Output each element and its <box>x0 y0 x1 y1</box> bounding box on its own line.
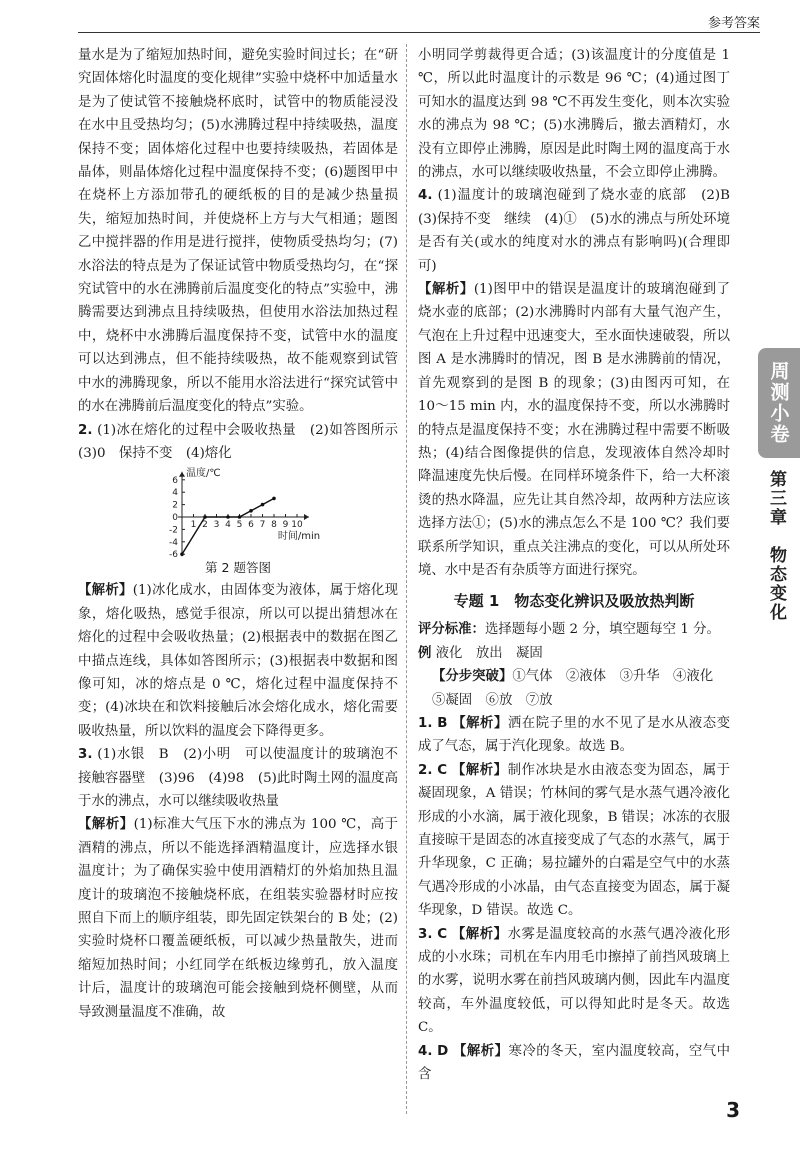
analysis-tag: 【解析】 <box>418 282 474 298</box>
question-number: 1. <box>418 715 433 731</box>
header-rule <box>78 32 760 33</box>
answer-choice: B <box>437 715 448 731</box>
x-tick-label: 2 <box>202 520 208 531</box>
y-tick-label: -6 <box>169 550 178 558</box>
answer-choice: D <box>437 1043 449 1059</box>
data-point <box>226 516 230 520</box>
chapter-label <box>764 470 794 627</box>
topic-title: 专题 1 物态变化辨识及吸放热判断 <box>453 592 695 611</box>
continued-paragraph: 量水是为了缩短加热时间，避免实验时间过长；在“研究固体熔化时温度的变化规律”实验中烧杯中加适量水是为了使试管不接触烧杯底时，试管中的物质能浸没在水中且受热均匀；(5)水沸腾过程中持续吸热，温度保持不变；固体熔化过程中也要持续吸热，若固体是晶体，则晶体熔化过程中温度保持不变；(6)题图甲中在烧杯上方添加带孔的硬纸板的目的是减少热量损失，缩短加热时间，并使烧杯上方与大气相通；题图乙中搅拌器的作用是进行搅拌，使物质受热均匀；(7)水浴法的特点是为了保证试管中物质受热均匀，在“探究试管中的水在沸腾前后温度变化的特点”实验中，沸腾需要达到沸点且持续吸热，但使用水浴法加热过程中，烧杯中水沸腾后温度保持不变，试管中水的温度可以达到沸点，但不能持续吸热，故不能观察到试管中水的沸腾现象，所以不能用水浴法进行“探究试管中的水在沸腾前后温度变化的特点”实验。 <box>78 48 398 415</box>
data-point <box>180 553 184 557</box>
x-tick-label: 8 <box>271 520 277 531</box>
column-separator <box>406 44 407 1114</box>
example-label: 例 <box>418 645 432 661</box>
data-point <box>249 509 253 513</box>
x-tick-label: 5 <box>236 520 243 531</box>
answer-choice: C <box>437 926 448 942</box>
x-tick-label: 1 <box>190 520 197 531</box>
analysis-text: 洒在院子里的水不见了是水从液态变成了气态，属于汽化现象。故选 B。 <box>418 715 731 755</box>
page-header <box>0 0 800 30</box>
continued-paragraph: 小明同学剪裁得更合适；(3)该温度计的分度值是 1 ℃，所以此时温度计的示数是 96 ℃；(4)通过图丁可知水的温度达到 98 ℃不再发生变化，则本次实验水的沸点为 98 ℃；(5)水沸腾后，撤去酒精灯，水没有立即停止沸腾，原因是此时陶土网的温度高于水的沸点，水可以继续吸收热量，不会立即停止沸腾。 <box>418 48 730 181</box>
question-number: 2. <box>78 422 93 438</box>
answer-text: (1)冰在熔化的过程中会吸收热量 (2)如答图所示 (3)0 保持不变 (4)熔化 <box>78 422 412 461</box>
topic-question-3 <box>418 923 730 1040</box>
x-tick-label: 3 <box>213 520 220 531</box>
scoring-text: 选择题每小题 2 分，填空题每空 1 分。 <box>484 622 720 638</box>
analysis-text: (1)标准大气压下水的沸点为 100 ℃，高于酒精的沸点，所以不能选择酒精温度计，应选择水银温度计；为了确保实验中使用酒精灯的外焰加热且温度计的玻璃泡不接触烧杯底，在组装实验器材时应按照自下而上的顺序组装，即先固定铁架台的 B 处；(2)实验时烧杯口覆盖硬纸板，可以减少热量散失，进而缩短加热时间；小红同学在纸板边缘剪孔，放入温度计后，温度计的玻璃泡可能会接触到烧杯侧壁，从而导致测量温度不准确，故 <box>78 817 398 1020</box>
analysis-tag: 【解析】 <box>78 817 134 833</box>
topic-question-1 <box>418 712 730 759</box>
question-number: 2. <box>418 762 433 778</box>
analysis-text: 水雾是温度较高的水蒸气遇冷液化形成的小水珠；司机在车内用毛巾擦掉了前挡风玻璃上的水雾，说明水雾在前挡风玻璃内侧，因此车内温度较高，车外温度较低，可以得知此时是冬天。故选 C。 <box>418 926 731 1036</box>
y-tick-label: 2 <box>172 500 178 511</box>
answer-choice: C <box>437 762 448 778</box>
y-axis-label: 温度/℃ <box>186 468 221 480</box>
data-point <box>238 516 242 520</box>
y-tick-label: -4 <box>169 538 178 549</box>
figure-caption: 第 2 题答图 <box>205 560 271 576</box>
question-number: 3. <box>418 926 433 942</box>
question-4-analysis <box>418 278 730 582</box>
x-tick-label: 10 <box>291 520 303 531</box>
header-label: 参考答案 <box>707 16 760 31</box>
answer-figure <box>78 465 398 557</box>
analysis-tag: 【解析】 <box>453 1043 509 1059</box>
y-tick-label: 4 <box>172 488 178 499</box>
x-axis-label: 时间/min <box>277 531 321 543</box>
question-4-answer <box>418 184 744 278</box>
topic-question-2 <box>418 759 730 923</box>
question-3-analysis <box>78 813 398 1024</box>
analysis-text: (1)冰化成水，由固体变为液体，属于熔化现象，熔化吸热，感觉手很凉，所以可以提出猜想冰在熔化的过程中会吸收热量；(2)根据表中的数据在图乙中描点连线，具体如答图所示；(3)根据表中数据和图像可知，冰的熔点是 0 ℃，熔化过程中温度保持不变；(4)冰块在和饮料接触后冰会熔化成水，熔化需要吸收热量，所以饮料的温度会下降得更多。 <box>78 583 398 739</box>
data-point <box>203 516 207 520</box>
x-tick-label: 9 <box>282 520 289 531</box>
example-line <box>418 642 730 665</box>
answer-text: (1)水银 B (2)小明 可以使温度计的玻璃泡不接触容器壁 (3)96 (4)98 (5)此时陶土网的温度高于水的沸点，水可以继续吸收热量 <box>78 747 398 809</box>
x-axis-arrow <box>304 514 309 520</box>
example-text: 液化 放出 凝固 <box>435 645 543 661</box>
steps-line-1 <box>418 665 730 688</box>
data-point <box>261 503 265 507</box>
data-point <box>272 497 276 501</box>
y-tick-label: -2 <box>169 525 178 536</box>
page-number: 3 <box>726 1098 740 1122</box>
weekly-quiz-tab <box>758 348 800 458</box>
question-number: 4. <box>418 188 433 204</box>
question-number: 3. <box>78 747 93 763</box>
analysis-tag: 【解析】 <box>451 762 508 778</box>
left-column <box>78 44 412 1024</box>
y-axis-arrow <box>179 472 185 477</box>
steps-text: ①气体 ②液体 ③升华 ④液化 <box>512 669 714 685</box>
analysis-text: 制作冰块是水由液态变为固态，属于凝固现象，A 错误；竹林间的雾气是水蒸气遇冷液化形成的小水滴，属于液化现象，B 错误；冰冻的衣服直接晾干是固态的冰直接变成了气态的水蒸气，属于升华现象，C 正确；易拉罐外的白霜是空气中的水蒸气遇冷形成的小冰晶，由气态直接变为固态，属于凝华现象，D 错误。故选 C。 <box>418 762 731 919</box>
steps-label: 【分步突破】 <box>432 669 513 685</box>
scoring-standard <box>418 618 730 641</box>
question-number: 4. <box>418 1043 433 1059</box>
question-3-answer <box>78 743 398 813</box>
analysis-text: 寒冷的冬天，室内温度较高，空气中含 <box>418 1043 731 1083</box>
x-tick-label: 7 <box>259 520 266 531</box>
topic-question-4 <box>418 1040 730 1087</box>
steps-line-2 <box>418 689 730 712</box>
scoring-label: 评分标准： <box>418 622 485 638</box>
chapter-text: 第三章 物态变化 <box>766 470 786 622</box>
analysis-tag: 【解析】 <box>452 715 508 731</box>
line-chart <box>78 465 398 557</box>
analysis-tag: 【解析】 <box>78 583 133 599</box>
analysis-text: (1)图甲中的错误是温度计的玻璃泡碰到了烧水壶的底部；(2)水沸腾时内部有大量气泡产生，气泡在上升过程中迅速变大，至水面快速破裂，所以图 A 是水沸腾时的情况，图 B 是水沸腾前的情况，首先观察到的是图 B 的现象；(3)由图丙可知，在 10～15 min 内，水的温度保持不变，所以水沸腾时的特点是温度保持不变；水在沸腾过程中需要不断吸热；(4)结合图像提供的信息，发现液体自然冷却时降温速度先快后慢。在同样环境条件下，给一大杯滚烫的热水降温，应先让其自然冷却，故两种方法应该选择方法①；(5)水的沸点怎么不是 100 ℃？我们要联系所学知识，重点关注沸点的变化，可以从所处环境、水中是否有杂质等方面进行探究。 <box>418 282 731 578</box>
x-tick-label: 4 <box>225 520 231 531</box>
right-column <box>418 44 744 1086</box>
question-2-answer <box>78 419 412 466</box>
analysis-tag: 【解析】 <box>451 926 508 942</box>
x-tick-label: 6 <box>248 520 254 531</box>
steps-text: ⑤凝固 ⑥放 ⑦放 <box>432 692 553 708</box>
question-2-analysis <box>78 579 398 743</box>
tab-label: 周测小卷 <box>767 361 790 445</box>
answer-text: (1)温度计的玻璃泡碰到了烧水壶的底部 (2)B (3)保持不变 继续 (4)① (5)水的沸点与所处环境是否有关(或水的纯度对水的沸点有影响吗)(合理即可) <box>418 188 744 274</box>
y-tick-label: 6 <box>172 476 178 487</box>
y-tick-label: 0 <box>172 513 178 524</box>
